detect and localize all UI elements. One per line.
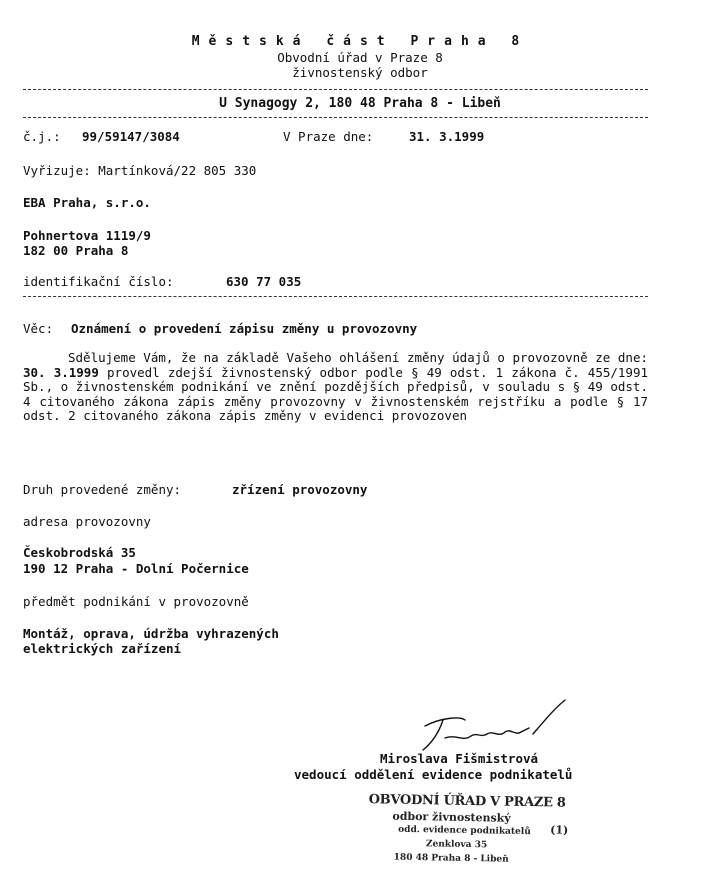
divider-address — [23, 117, 648, 118]
body-paragraph — [23, 351, 648, 424]
change-value: zřízení provozovny — [232, 482, 368, 497]
recipient-name: EBA Praha, s.r.o. — [23, 195, 151, 210]
stamp-line-5: 180 48 Praha 8 - Libeň — [393, 852, 509, 865]
divider-top — [23, 89, 648, 90]
handwritten-signature — [405, 698, 575, 758]
subject-label: Věc: — [23, 321, 54, 336]
divider-id — [23, 296, 648, 297]
handler-line: Vyřizuje: Martínková/22 805 330 — [23, 163, 257, 178]
recipient-city: 182 00 Praha 8 — [23, 243, 129, 258]
id-label: identifikační číslo: — [23, 274, 174, 289]
subject-text: Oznámení o provedení zápisu změny u provozovny — [71, 321, 418, 336]
department-name: živnostenský odbor — [292, 65, 428, 80]
stamp-line-2: odbor živnostenský — [392, 809, 511, 825]
stamp-line-1: OBVODNÍ ÚŘAD V PRAZE 8 — [368, 792, 566, 811]
premises-city: 190 12 Praha - Dolní Počernice — [23, 561, 249, 576]
body-date: 30. 3.1999 — [23, 364, 99, 380]
premises-street: Českobrodská 35 — [23, 545, 136, 560]
recipient-street: Pohnertova 1119/9 — [23, 228, 151, 243]
change-label: Druh provedené změny: — [23, 482, 182, 497]
office-address: U Synagogy 2, 180 48 Praha 8 - Libeň — [219, 96, 501, 111]
date-label: V Praze dne: — [283, 129, 374, 144]
body-text-2: provedl zdejší živnostenský odbor podle § 49 odst. 1 zákona č. 455/1991 Sb., o živnostenském podnikání ve znění pozdějších předpisů, v souladu s § 49 odst. 4 citovaného zákona zápis změny provozovny v živnostenském rejstříku a podle § 17 odst. 2 citovaného zákona zápis změny v evidenci provozoven — [23, 364, 648, 423]
signatory-name: Miroslava Fišmistrová — [380, 751, 539, 766]
premises-label: adresa provozovny — [23, 514, 151, 529]
stamp-line-4: Zenklova 35 — [425, 839, 488, 851]
business-line-2: elektrických zařízení — [23, 641, 182, 656]
stamp-mark: (1) — [550, 823, 569, 837]
signatory-title: vedoucí oddělení evidence podnikatelů — [294, 767, 573, 782]
office-name: Obvodní úřad v Praze 8 — [277, 50, 443, 65]
ref-label: č.j.: — [23, 129, 61, 144]
id-value: 630 77 035 — [226, 274, 302, 289]
document-date: 31. 3.1999 — [409, 129, 485, 144]
office-stamp — [359, 792, 581, 891]
body-text-1: Sdělujeme Vám, že na základě Vašeho ohlášení změny údajů o provozovně ze dne: — [68, 350, 648, 365]
stamp-line-3: odd. evidence podnikatelů — [398, 824, 531, 838]
authority-name: Městská část Praha 8 — [191, 34, 529, 49]
business-line-1: Montáž, oprava, údržba vyhrazených — [23, 626, 279, 641]
ref-number: 99/59147/3084 — [82, 129, 180, 144]
business-label: předmět podnikání v provozovně — [23, 594, 249, 609]
